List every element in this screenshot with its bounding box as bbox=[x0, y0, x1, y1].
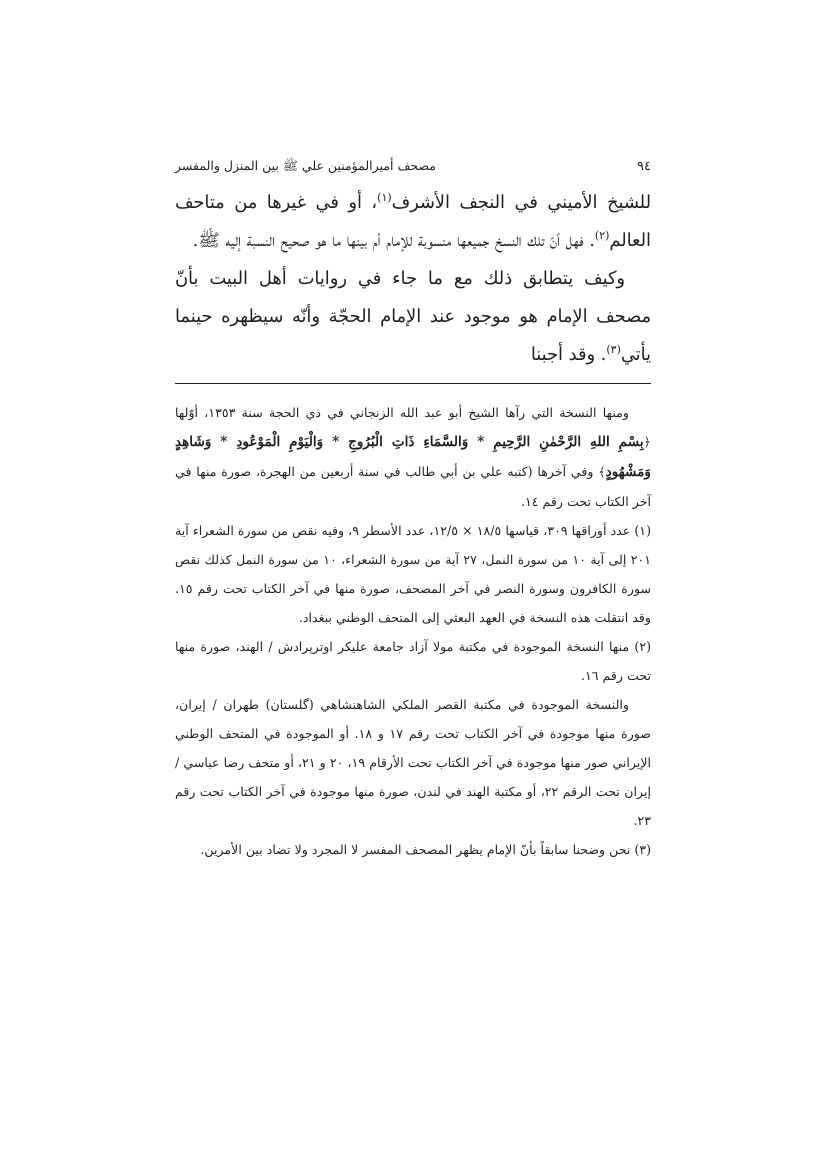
running-header bbox=[175, 158, 651, 184]
footnote-carry-over: ومنها النسخة التي رآها الشيخ أبو عبد الله الزنجاني في ذي الحجة سنة ١٣٥٣، أوّلها ﴿بِسْمِ اللهِ الرَّحْمٰنِ الرَّحِيمِ * وَالسَّمَاءِ ذَاتِ الْبُرُوجِ * وَالْيَوْمِ الْمَوْعُودِ * وَشَاهِدٍ وَمَشْهُودٍ﴾ وفي آخرها (كتبه علي بن أبي طالب في سنة أربعين من الهجرة، صورة منها في آخر الكتاب تحت رقم ١٤. bbox=[175, 405, 651, 509]
footnote-3-text: نحن وضحنا سابقاً بأنّ الإمام يظهر المصحف المفسر لا المجرد ولا تضاد بين الأمرين. bbox=[200, 842, 631, 857]
footnote-ref-2[interactable]: (٢) bbox=[594, 229, 610, 243]
paragraph-2: وكيف يتطابق ذلك مع ما جاء في روايات أهل البيت بأنّ مصحف الإمام هو موجود عند الإمام الحجّة وأنّه سيظهره حينما يأتي$^{(٣)}$. وقد أجبنا bbox=[175, 268, 651, 365]
footnote-2-text: منها النسخة الموجودة في مكتبة مولا آزاد جامعة عليكر اوترپرادش / الهند، صورة منها تحت رقم ١٦. bbox=[175, 639, 651, 683]
footnote-1 bbox=[175, 516, 651, 632]
footnote-2-number: (٢) bbox=[634, 639, 651, 654]
footnote-1-number: (١) bbox=[634, 523, 651, 538]
footnote-2 bbox=[175, 632, 651, 690]
page-number: ٩٤ bbox=[637, 159, 651, 174]
footnote-3 bbox=[175, 835, 651, 864]
running-title: مصحف أميرالمؤمنين علي ﷺ بين المنزل والمفسر bbox=[175, 158, 436, 173]
footnote-ref-1[interactable]: (١) bbox=[377, 191, 392, 205]
footnote-3-number: (٣) bbox=[634, 842, 651, 857]
footnote-1-text: عدد أوراقها ٣٠٩، قياسها ١٨/٥ × ١٢/٥، عدد الأسطر ٩، وفيه نقص من سورة الشعراء آية ٢٠١ إلى آية ١٠ من سورة النمل، ٢٧ آية من سورة الشعراء، ١٠ من سورة النمل كذلك نقص سورة الكافرون وسورة النصر في آخر المصحف، صورة منها في آخر الكتاب تحت رقم ١٥. وقد انتقلت هذه النسخة في العهد البعثي إلى المتحف الوطني ببغداد. bbox=[175, 523, 651, 625]
book-page bbox=[175, 158, 651, 864]
quran-quote: بِسْمِ اللهِ الرَّحْمٰنِ الرَّحِيمِ * وَالسَّمَاءِ ذَاتِ الْبُرُوجِ * وَالْيَوْمِ الْمَوْعُودِ * وَشَاهِدٍ وَمَشْهُودٍ bbox=[175, 434, 651, 480]
footnote-ref-3[interactable]: (٣) bbox=[606, 343, 621, 357]
footnotes bbox=[175, 398, 651, 864]
paragraph-1: للشيخ الأميني في النجف الأشرف$^{(١)}$، أو في غيرها من متاحف العالم$^{(٢)}$. فهل أنّ تلك النسخ جميعها منسوبة للإمام أم بينها ما هو صحيح النسبة إليه ﷺ. bbox=[175, 191, 651, 251]
footnote-separator bbox=[175, 383, 651, 384]
main-text bbox=[175, 184, 651, 374]
footnote-2-continuation: والنسخة الموجودة في مكتبة القصر الملكي الشاهنشاهي (گلستان) طهران / إيران، صورة منها موجودة في آخر الكتاب تحت رقم ١٧ و ١٨. أو الموجودة في المتحف الوطني الإيراني صور منها موجودة في آخر الكتاب تحت الأرقام ١٩، ٢٠ و ٢١، أو متحف رضا عباسي / إيران تحت الرقم ٢٢، أو مكتبة الهند في لندن، صورة منها موجودة في آخر الكتاب تحت رقم ٢٣. bbox=[175, 697, 651, 828]
